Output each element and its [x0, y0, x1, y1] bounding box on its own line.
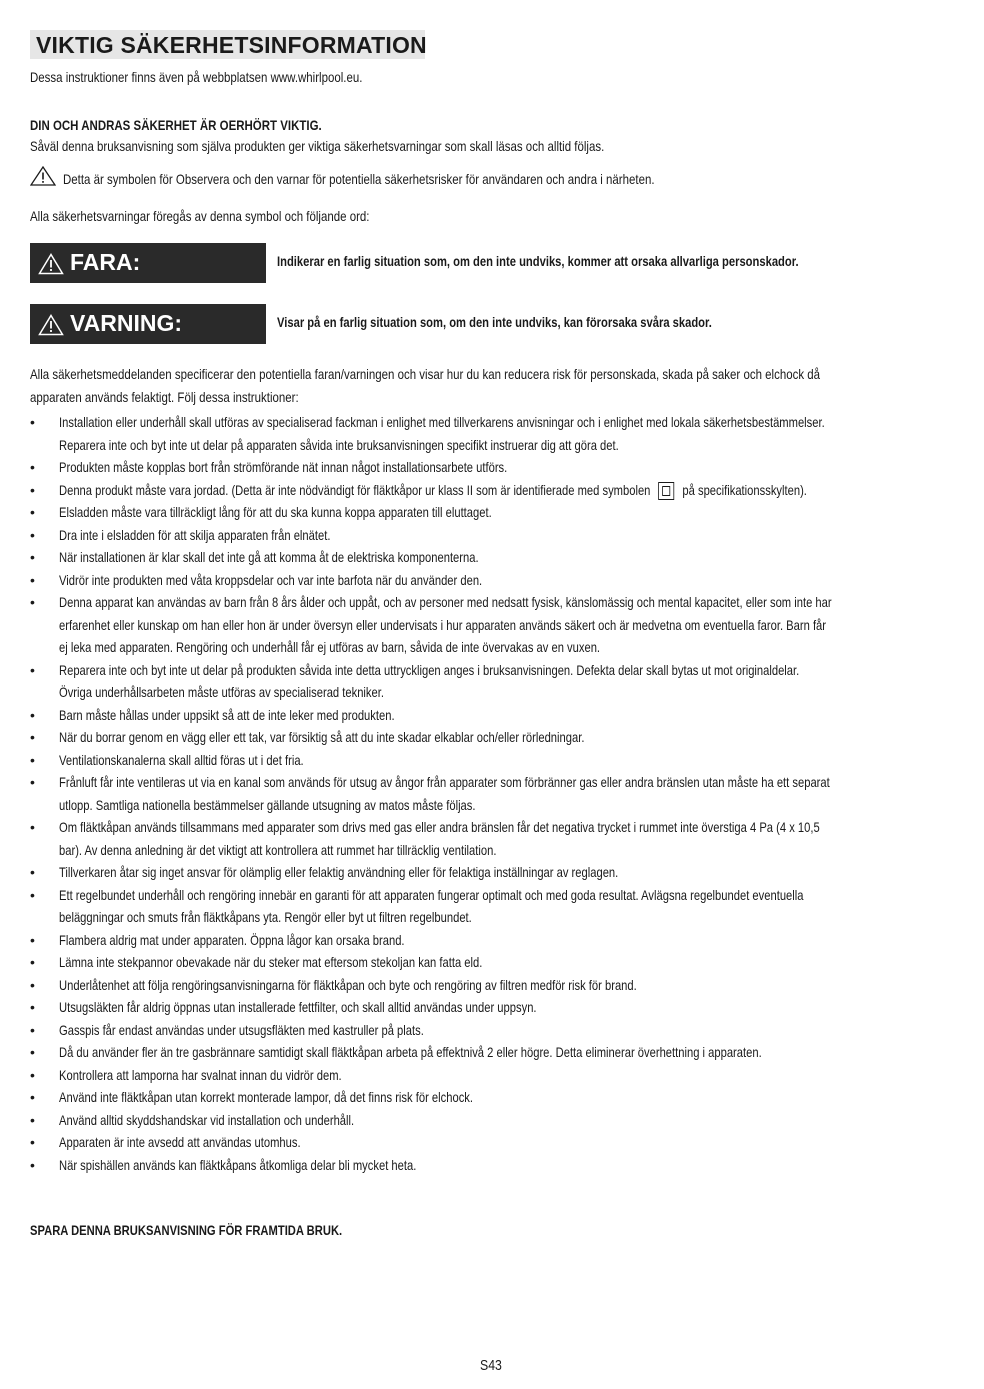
list-item-line: Ett regelbundet underhåll och rengöring innebär en garanti för att apparaten fungerar optimalt och med goda resultat. Avlägsna regelbundet eventuella	[59, 886, 804, 903]
list-item-line: Apparaten är inte avsedd att användas utomhus.	[59, 1134, 301, 1150]
bullet-marker: •	[30, 459, 35, 475]
list-item-line: Använd alltid skyddshandskar vid installation och underhåll.	[59, 1111, 355, 1128]
messages-intro: Alla säkerhetsmeddelanden specificerar den potentiella faran/varningen och visar hur du kan reducera risk för personskada, skada på saker och elchock då apparaten används felaktigt. Följ dessa instruktioner:	[30, 366, 821, 405]
list-item-line: När spishällen används kan fläktkåpans åtkomliga delar bli mycket heta.	[59, 1156, 417, 1173]
list-item-text	[59, 861, 758, 884]
list-item-line: Produkten måste kopplas bort från strömförande nät innan något installationsarbete utförs.	[59, 459, 508, 475]
list-item-text	[59, 704, 478, 727]
list-item-text	[59, 884, 984, 929]
bullet-marker: •	[30, 1044, 35, 1060]
list-item-text	[59, 749, 365, 772]
list-item-text	[59, 1041, 937, 1064]
list-item-line: utlopp. Samtliga nationella bestämmelser gällande utsugning av matos måste följas.	[59, 796, 476, 813]
list-item-text	[59, 974, 781, 997]
hazard-label: FARA:	[70, 249, 141, 275]
bullet-marker: •	[30, 819, 35, 835]
warning-triangle-icon	[38, 314, 64, 336]
list-item-line: ej leka med apparaten. Rengöring och underhåll får ej utföras av barn, såvida de inte övervakas av en vuxen.	[59, 639, 601, 655]
page-title: VIKTIG SÄKERHETSINFORMATION	[36, 32, 427, 58]
hazard-badge-fara	[30, 243, 266, 283]
list-item-text	[59, 951, 588, 974]
double-square-class-ii-icon	[658, 482, 674, 500]
bullet-marker: •	[30, 729, 35, 745]
hazard-description: Visar på en farlig situation som, om den inte undviks, kan förorsaka svåra skador.	[277, 314, 712, 330]
list-item-line: Gasspis får endast användas under utsugsfläkten med kastruller på plats.	[59, 1021, 424, 1038]
footer-note: SPARA DENNA BRUKSANVISNING FÖR FRAMTIDA BRUK.	[30, 1222, 343, 1238]
list-item-line: Utsugsläkten får aldrig öppnas utan installerade fettfilter, och skall alltid användas under uppsyn.	[59, 999, 537, 1015]
hazard-label: VARNING:	[70, 310, 183, 336]
hazard-badge-varning	[30, 304, 266, 344]
page-number: S43	[480, 1357, 502, 1374]
bullet-marker: •	[30, 571, 35, 588]
list-item-line: När installationen är klar skall det inte gå att komma åt de elektriska komponenterna.	[59, 549, 479, 565]
title-bar	[30, 30, 425, 59]
warning-triangle-icon	[38, 253, 64, 275]
bullet-marker: •	[30, 1066, 35, 1083]
hazard-description: Indikerar en farlig situation som, om den inte undviks, kommer att orsaka allvarliga personskador.	[277, 253, 799, 269]
bullet-marker: •	[30, 414, 35, 430]
list-item-text	[59, 996, 656, 1019]
preceded-text: Alla säkerhetsvarningar föregås av denna symbol och följande ord:	[30, 208, 370, 224]
list-item-line: Om fläktkåpan används tillsammans med apparater som drivs med gas eller andra bränslen får det negativa trycket i rummet inte överstiga 4 Pa (4 x 10,5	[59, 819, 820, 835]
list-item-text	[59, 411, 984, 456]
list-item-text	[59, 1109, 428, 1132]
list-item-text	[59, 771, 984, 816]
list-item-text	[59, 479, 984, 502]
list-item-line: erfarenhet eller kunskap om han eller hon är under översyn eller undervisats i hur apparaten används säkert och är medvetna om eventuella faror. Barn får	[59, 616, 827, 633]
list-item-line: Reparera inte och byt inte ut delar på produkten såvida inte detta uttryckligen anges i bruksanvisningen. Defekta delar skall bytas ut mot originaldelar.	[59, 661, 800, 678]
bullet-marker: •	[30, 504, 35, 520]
bullet-marker: •	[30, 1134, 35, 1150]
list-item-text-part: på specifikationsskylten).	[682, 481, 807, 498]
list-item-text	[59, 1131, 361, 1154]
bullet-marker: •	[30, 954, 35, 970]
list-item-line: Lämna inte stekpannor obevakade när du steker mat eftersom stekoljan kan fatta eld.	[59, 954, 483, 970]
list-item-text	[59, 726, 716, 749]
list-item-text	[59, 1086, 577, 1109]
symbol-line: Detta är symbolen för Observera och den varnar för potentiella säkerhetsrisker för användaren och andra i närheten.	[30, 169, 784, 189]
list-item-line: Använd inte fläktkåpan utan korrekt monterade lampor, då det finns risk för elchock.	[59, 1089, 474, 1105]
list-item-line: Installation eller underhåll skall utföras av specialiserad fackman i enlighet med tillverkarens anvisningar och i enlighet med lokala säkerhetsbestämmelser.	[59, 414, 825, 430]
bullet-marker: •	[30, 886, 35, 903]
list-item-line: Barn måste hållas under uppsikt så att de inte leker med produkten.	[59, 706, 395, 723]
bullet-marker: •	[30, 1156, 35, 1173]
list-item-text	[59, 816, 984, 861]
intro-text: Dessa instruktioner finns även på webbplatsen www.whirlpool.eu.	[30, 69, 363, 85]
list-item-text	[59, 591, 984, 659]
list-item-line: När du borrar genom en vägg eller ett tak, var försiktig så att du inte skadar elkablar och/eller rörledningar.	[59, 729, 585, 745]
list-item-line: Övriga underhållsarbeten måste utföras av specialiserad tekniker.	[59, 684, 384, 700]
list-item-line: beläggningar och smuts från fläktkåpans yta. Rengör eller byt ut filtren regelbundet.	[59, 909, 472, 925]
list-item-text	[59, 569, 588, 592]
list-item-line: Elsladden måste vara tillräckligt lång för att du ska kunna koppa apparaten till eluttaget.	[59, 504, 492, 520]
list-item-text	[59, 659, 984, 704]
list-item-line: Då du använder fler än tre gasbrännare samtidigt skall fläktkåpan arbeta på effektnivå 2 eller högre. Detta eliminerar överhettning i apparaten.	[59, 1044, 762, 1060]
list-item-line: bar). Av denna anledning är det viktigt att kontrollera att rummet har tillräcklig ventilation.	[59, 841, 497, 858]
list-item-text	[59, 501, 600, 524]
list-item-line: Dra inte i elsladden för att skilja apparaten från elnätet.	[59, 526, 331, 543]
bullet-marker: •	[30, 481, 35, 498]
list-item-line: Frånluft får inte ventileras ut via en kanal som används för utsug av ångor från apparater som förbränner gas eller andra bränslen utan måste ha ett separat	[59, 774, 830, 790]
list-item-text	[59, 1019, 515, 1042]
bullet-marker: •	[30, 1111, 35, 1128]
list-item-line: Kontrollera att lamporna har svalnat innan du vidrör dem.	[59, 1066, 342, 1083]
list-item-line: Denna apparat kan användas av barn från 8 års ålder och uppåt, och av personer med nedsatt fysisk, känslomässig och mental kapacitet, eller som inte har	[59, 594, 832, 610]
bullet-marker: •	[30, 1021, 35, 1038]
list-item-text	[59, 1154, 506, 1177]
warning-triangle-icon	[30, 166, 56, 186]
list-item-text	[59, 1064, 412, 1087]
section-heading: DIN OCH ANDRAS SÄKERHET ÄR OERHÖRT VIKTIG.	[30, 117, 322, 133]
list-item-line: Vidrör inte produkten med våta kroppsdelar och var inte barfota när du använder den.	[59, 571, 483, 588]
list-item-text	[59, 929, 491, 952]
bullet-marker: •	[30, 549, 35, 565]
bullet-marker: •	[30, 751, 35, 768]
bullet-marker: •	[30, 526, 35, 543]
bullet-marker: •	[30, 774, 35, 790]
list-item-line: Flambera aldrig mat under apparaten. Öppna lågor kan orsaka brand.	[59, 931, 405, 948]
bullet-marker: •	[30, 661, 35, 678]
list-item-text	[59, 524, 398, 547]
bullet-marker: •	[30, 594, 35, 610]
list-item-line: Reparera inte och byt inte ut delar på apparaten såvida inte bruksanvisningen specifikt instruerar dig att göra det.	[59, 436, 619, 453]
section-text: Såväl denna bruksanvisning som själva produkten ger viktiga säkerhetsvarningar som skall läsas och alltid följas.	[30, 138, 605, 154]
list-item-text	[59, 546, 584, 569]
bullet-marker: •	[30, 976, 35, 993]
list-item-line: Underlåtenhet att följa rengöringsanvisningarna för fläktkåpan och byte och rengöring av filtren medför risk för brand.	[59, 976, 637, 993]
list-item-line: Ventilationskanalerna skall alltid föras ut i det fria.	[59, 751, 304, 768]
list-item-text-part: Denna produkt måste vara jordad. (Detta är inte nödvändigt för fläktkåpor ur klass II som är identifierade med symbolen	[59, 481, 651, 498]
bullet-marker: •	[30, 999, 35, 1015]
list-item-line: Tillverkaren åtar sig inget ansvar för olämplig eller felaktig användning eller för felaktiga inställningar av reglagen.	[59, 864, 619, 880]
list-item-text	[59, 456, 619, 479]
bullet-marker: •	[30, 706, 35, 723]
bullet-marker: •	[30, 931, 35, 948]
bullet-marker: •	[30, 1089, 35, 1105]
bullet-marker: •	[30, 864, 35, 880]
